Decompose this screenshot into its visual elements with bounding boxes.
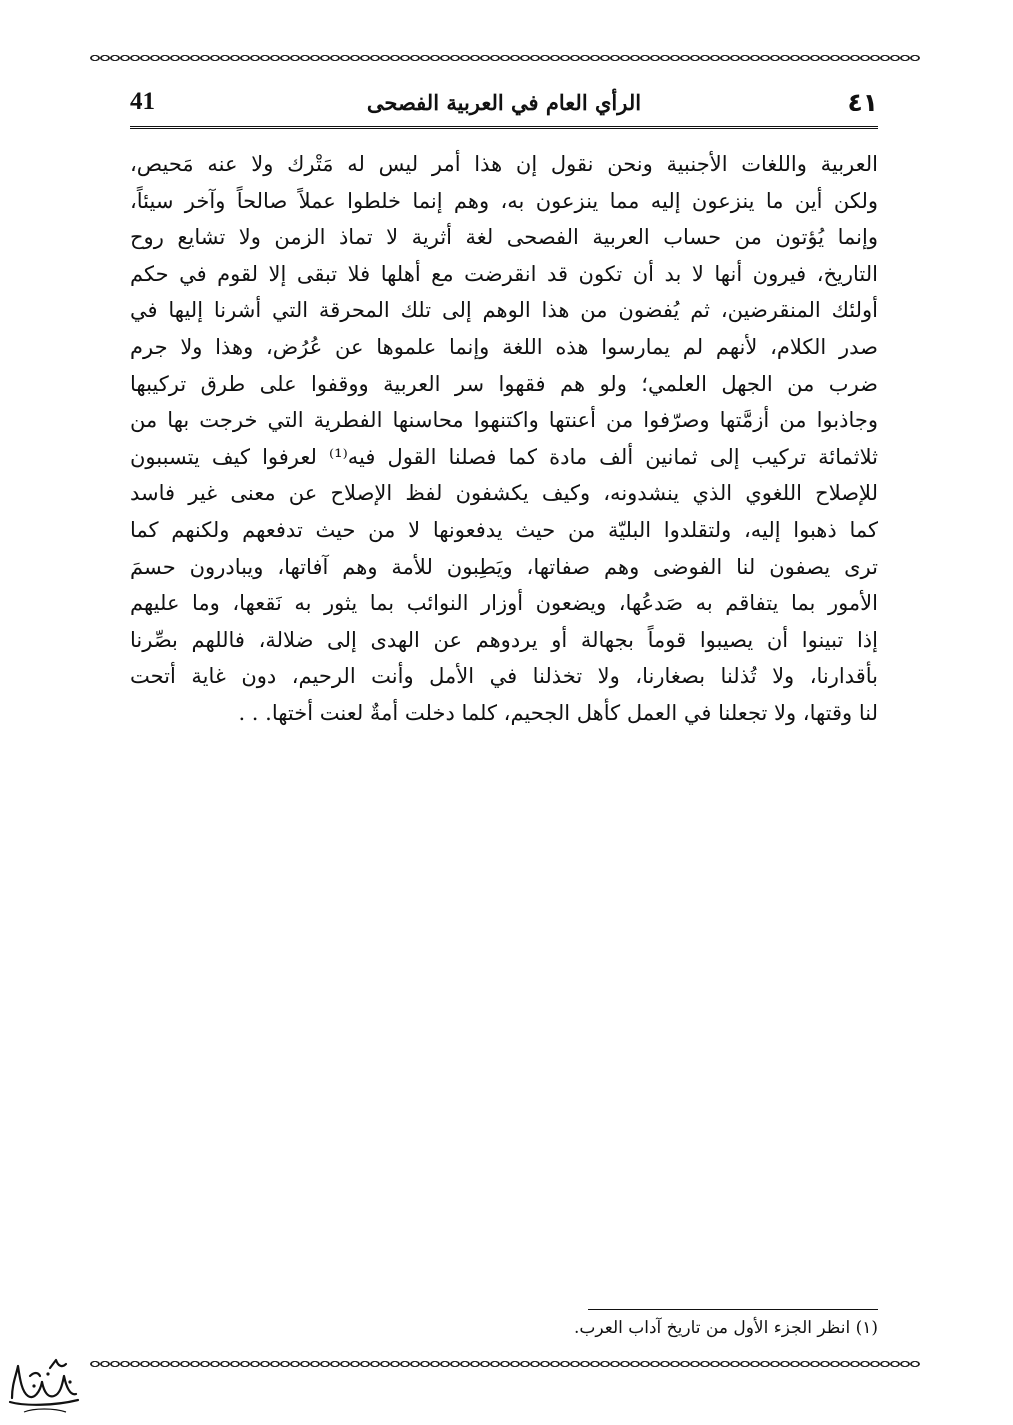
text-line: التاريخ، فيرون أنها لا بد أن تكون قد انقرضت مع أهلها فلا تبقى إلا لقوم في حكم: [130, 261, 878, 286]
body-text: [130, 146, 878, 732]
bottom-ornament-border: [90, 1358, 920, 1370]
page-header: [130, 82, 878, 129]
text-line: وإنما يُؤتون من حساب العربية الفصحى لغة أثرية لا تماذ الزمن ولا تشايع روح: [130, 225, 878, 250]
text-line: ضرب من الجهل العلمي؛ ولو هم فقهوا سر العربية ووقفوا على طرق تركيبها: [130, 371, 878, 396]
text-line: كما ذهبوا إليه، ولتقلدوا البليّة من حيث يدفعونها لا من حيث تدفعهم ولكنهم كما: [130, 517, 878, 542]
text-line: ثلاثمائة تركيب إلى ثمانين ألف مادة كما فصلنا القول فيه⁽¹⁾ لعرفوا كيف يتسببون: [130, 444, 878, 469]
text-line: صدر الكلام، لأنهم لم يمارسوا هذه اللغة وإنما علموها عن عُرُض، وهذا ولا جرم: [130, 334, 878, 359]
text-line: ترى يصفون لنا الفوضى وهم صفاتها، ويَطِبون للأمة وهم آفاتها، ويبادرون حسمَ: [130, 554, 878, 579]
text-line: الأمور بما يتفاقم به صَدعُها، ويضعون أوزار النوائب بما يثور به نَقعها، وما عليهم: [130, 591, 878, 616]
footnote: (١) انظر الجزء الأول من تاريخ آداب العرب.: [573, 1318, 878, 1338]
page-number-arabic: ٤١: [847, 88, 878, 117]
text-line: إذا تبينوا أن يصيبوا قوماً بجهالة أو يردوهم عن الهدى إلى ضلالة، فاللهم بصِّرنا: [130, 627, 878, 652]
text-line: أولئك المنقرضين، ثم يُفضون من هذا الوهم إلى تلك المحرقة التي أشرنا إليها في: [130, 298, 878, 323]
page-number-latin: 41: [130, 88, 155, 115]
top-ornament-border: [90, 52, 920, 64]
library-stamp-icon: [4, 1346, 84, 1422]
text-line: لنا وقتها، ولا تجعلنا في العمل كأهل الجحيم، كلما دخلت أمةٌ لعنت أختها. . .: [238, 700, 878, 725]
text-line: ولكن أين ما ينزعون إليه مما ينزعون به، وهم إنما خلطوا عملاً صالحاً وآخر سيئاً،: [130, 188, 878, 213]
text-line: وجاذبوا من أزمَّتها وصرّفوا من أعنتها واكتنهوا محاسنها الفطرية التي خرجت بها من: [130, 408, 878, 433]
text-line: للإصلاح اللغوي الذي ينشدونه، وكيف يكشفون لفظ الإصلاح عن معنى غير فاسد: [130, 481, 878, 506]
text-line: بأقدارنا، ولا تُذلنا بصغارنا، ولا تخذلنا في الأمل وأنت الرحيم، دون غاية أتحت: [130, 664, 878, 689]
text-line: العربية واللغات الأجنبية ونحن نقول إن هذا أمر ليس له مَتْرك ولا عنه مَحيص،: [130, 152, 878, 176]
footnote-separator: [588, 1309, 878, 1310]
running-title: الرأي العام في العربية الفصحى: [366, 90, 642, 115]
